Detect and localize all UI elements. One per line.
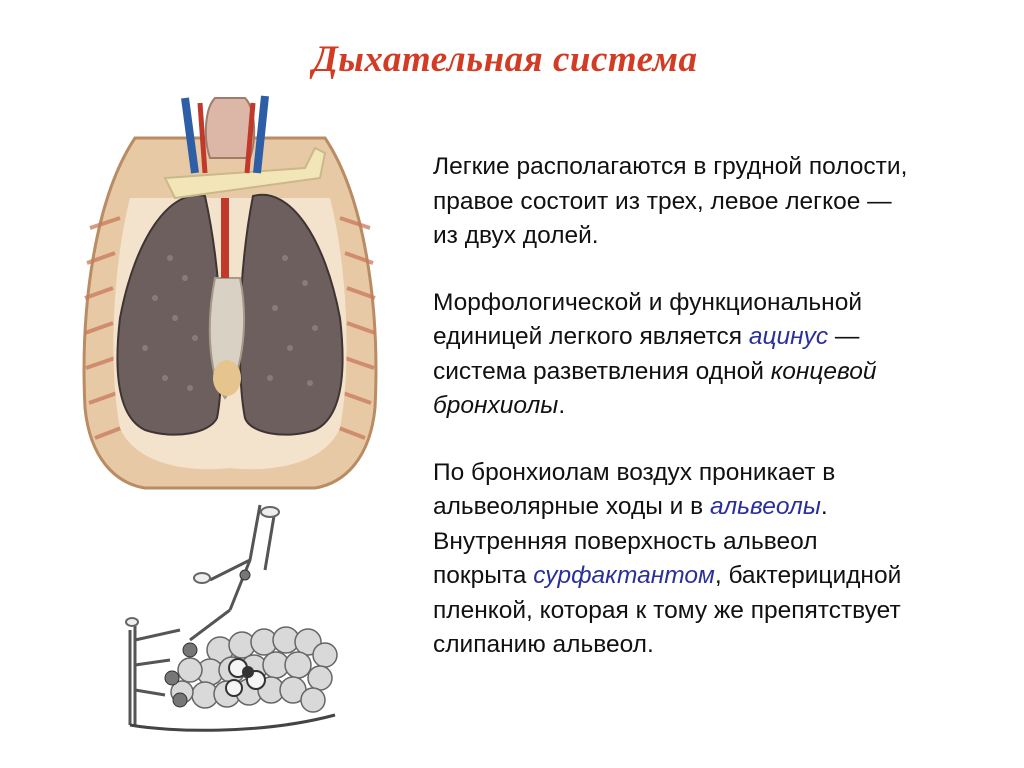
- text-line: [433, 525, 1008, 560]
- paragraph-2: [433, 286, 1008, 424]
- text-segment: .: [558, 392, 566, 419]
- text-segment: правое состоит из трех, левое легкое —: [433, 187, 892, 215]
- text-segment: система разветвления одной: [433, 357, 771, 385]
- highlighted-term: сурфактантом: [533, 562, 715, 589]
- text-segment: Легкие располагаются в грудной полости,: [433, 153, 908, 180]
- paragraph-3: [433, 456, 1008, 663]
- text-segment: пленкой, которая к тому же препятствует: [433, 596, 901, 624]
- text-segment: единицей легкого является: [433, 323, 749, 350]
- lungs-illustration: [75, 78, 385, 498]
- text-segment: .: [820, 493, 828, 520]
- slide-title: Дыхательная система: [312, 39, 698, 80]
- highlighted-term: альвеолы: [710, 493, 821, 520]
- text-line: [433, 185, 1008, 220]
- text-segment: слипанию альвеол.: [433, 631, 654, 658]
- text-line: [433, 594, 1008, 629]
- text-segment: Морфологической и функциональной: [433, 288, 863, 316]
- paragraph-1: [433, 150, 1008, 254]
- text-line: [433, 559, 1008, 594]
- text-line: [433, 456, 1008, 491]
- text-segment: По бронхиолам воздух проникает в: [433, 458, 836, 486]
- highlighted-term: ацинус: [748, 323, 829, 350]
- body-text: [433, 150, 1008, 695]
- italic-term: бронхиолы: [433, 392, 559, 419]
- text-segment: , бактерицидной: [714, 562, 902, 589]
- text-line: [433, 219, 1008, 254]
- text-segment: покрыта: [433, 562, 534, 589]
- italic-term: концевой: [770, 357, 877, 385]
- acinus-illustration: [110, 500, 350, 740]
- text-line: [433, 286, 1008, 321]
- text-segment: —: [828, 323, 860, 350]
- text-line: [433, 355, 1008, 390]
- text-segment: Внутренняя поверхность альвеол: [433, 527, 818, 555]
- text-line: [433, 320, 1008, 355]
- text-line: [433, 150, 1008, 185]
- text-line: [433, 389, 1008, 424]
- text-line: [433, 628, 1008, 663]
- text-segment: альвеолярные ходы и в: [433, 493, 710, 520]
- text-segment: из двух долей.: [433, 222, 599, 249]
- text-line: [433, 490, 1008, 525]
